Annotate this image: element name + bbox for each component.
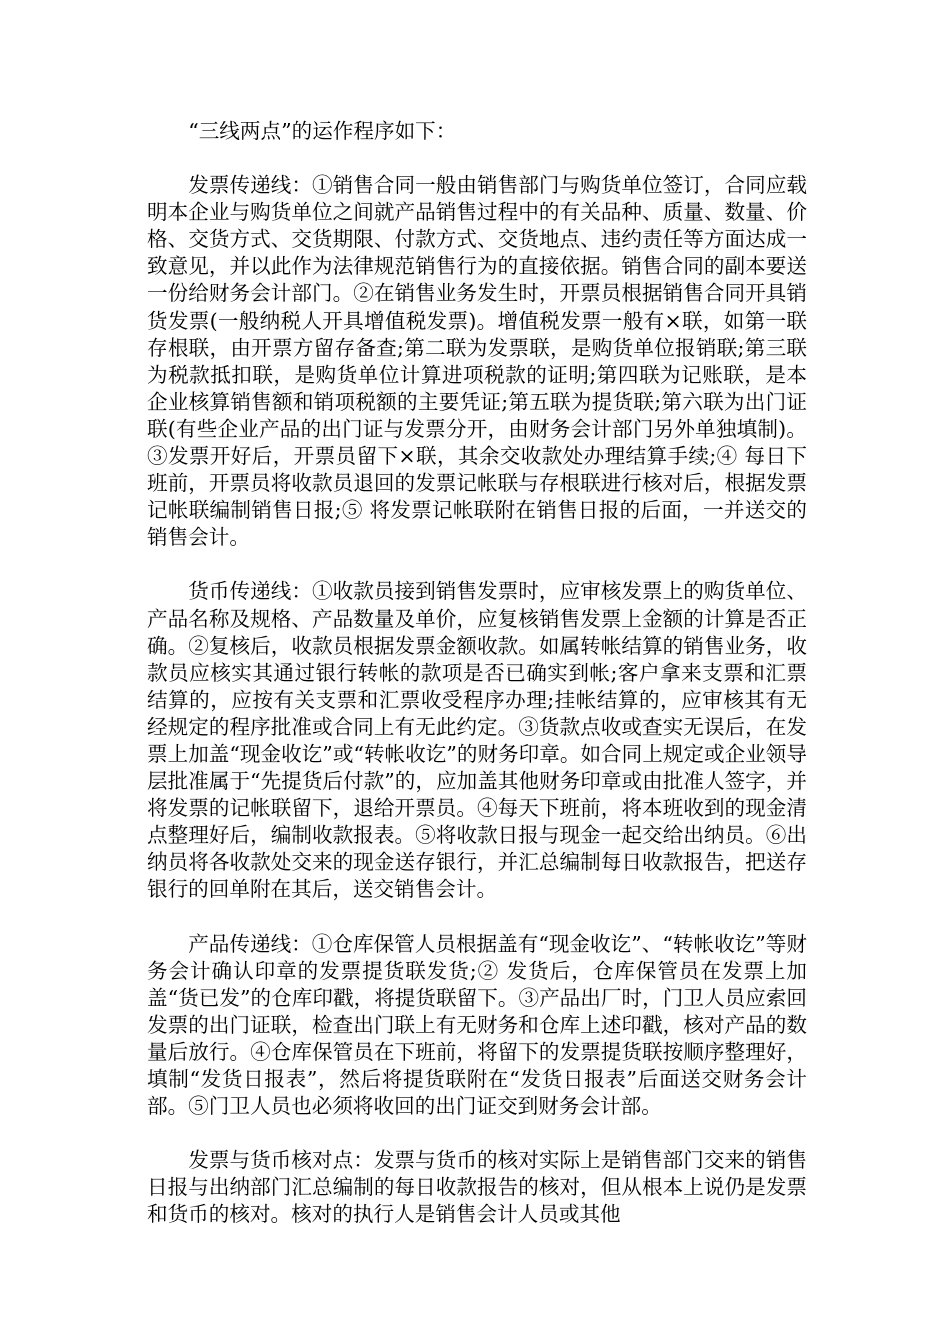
document-body <box>147 118 807 1228</box>
reconciliation-paragraph: 发票与货币核对点：发票与货币的核对实际上是销售部门交来的销售日报与出纳部门汇总编制的每日收款报告的核对，但从根本上说仍是发票和货币的核对。核对的执行人是销售会计人员或其他 <box>147 1148 807 1227</box>
currency-flow-paragraph: 货币传递线：①收款员接到销售发票时，应审核发票上的购货单位、产品名称及规格、产品数量及单价，应复核销售发票上金额的计算是否正确。②复核后，收款员根据发票金额收款。如属转帐结算的销售业务，收款员应核实其通过银行转帐的款项是否已确实到帐;客户拿来支票和汇票结算的，应按有关支票和汇票收受程序办理;挂帐结算的，应审核其有无经规定的程序批准或合同上有无此约定。③货款点收或查实无误后，在发票上加盖“现金收讫”或“转帐收讫”的财务印章。如合同上规定或企业领导层批准属于“先提货后付款”的，应加盖其他财务印章或由批准人签字，并将发票的记帐联留下，退给开票员。④每天下班前，将本班收到的现金清点整理好后，编制收款报表。⑤将收款日报与现金一起交给出纳员。⑥出纳员将各收款处交来的现金送存银行，并汇总编制每日收款报告，把送存银行的回单附在其后，送交销售会计。 <box>147 579 807 902</box>
product-flow-paragraph: 产品传递线：①仓库保管人员根据盖有“现金收讫”、“转帐收讫”等财务会计确认印章的发票提货联发货;② 发货后，仓库保管员在发票上加盖“货已发”的仓库印戳，将提货联留下。③产品出厂时，门卫人员应索回发票的出门证联，检查出门联上有无财务和仓库上述印戳，核对产品的数量后放行。④仓库保管员在下班前，将留下的发票提货联按顺序整理好，填制“发货日报表”，然后将提货联附在“发货日报表”后面送交财务会计部。⑤门卫人员也必须将收回的出门证交到财务会计部。 <box>147 931 807 1119</box>
intro-paragraph: “三线两点”的运作程序如下： <box>188 119 457 143</box>
invoice-flow-paragraph: 发票传递线：①销售合同一般由销售部门与购货单位签订，合同应载明本企业与购货单位之间就产品销售过程中的有关品种、质量、数量、价格、交货方式、交货期限、付款方式、交货地点、违约责任等方面达成一致意见，并以此作为法律规范销售行为的直接依据。销售合同的副本要送一份给财务会计部门。②在销售业务发生时，开票员根据销售合同开具销货发票(一般纳税人开具增值税发票)。增值税发票一般有×联，如第一联存根联，由开票方留存备查;第二联为发票联，是购货单位报销联;第三联为税款抵扣联，是购货单位计算进项税款的证明;第四联为记账联，是本企业核算销售额和销项税额的主要凭证;第五联为提货联;第六联为出门证联(有些企业产品的出门证与发票分开，由财务会计部门另外单独填制)。③发票开好后，开票员留下×联，其余交收款处办理结算手续;④ 每日下班前，开票员将收款员退回的发票记帐联与存根联进行核对后，根据发票记帐联编制销售日报;⑤ 将发票记帐联附在销售日报的后面，一并送交的销售会计。 <box>147 173 807 550</box>
